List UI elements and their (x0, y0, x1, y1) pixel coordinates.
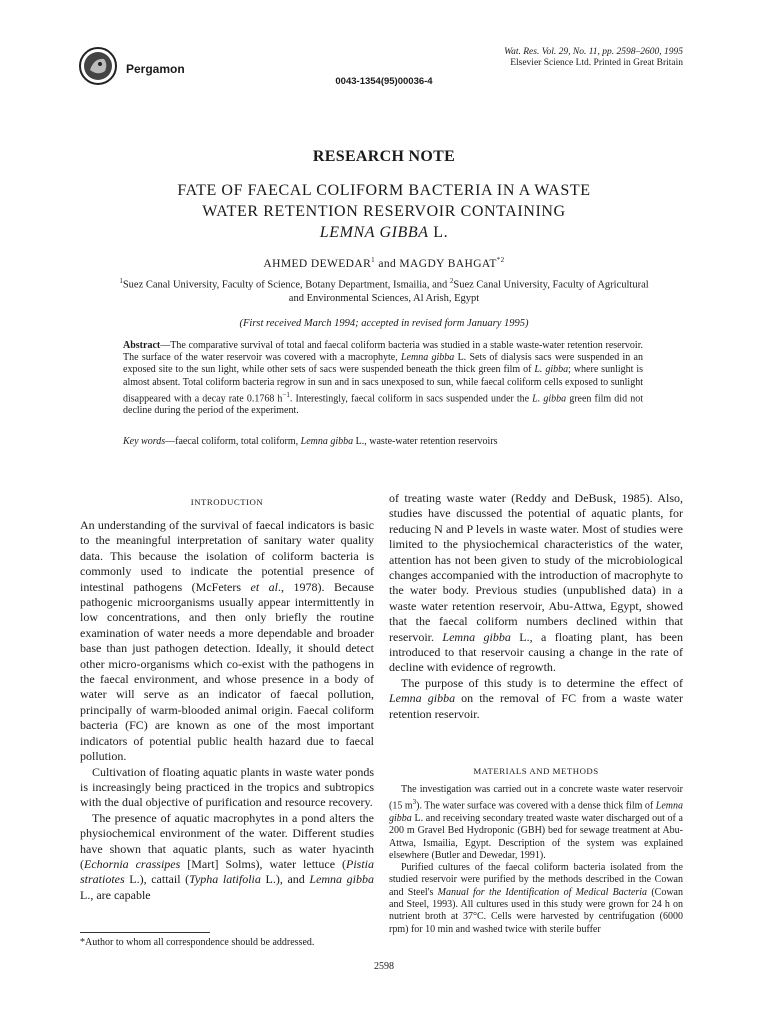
intro-paragraph-4 (389, 491, 683, 676)
methods-paragraph-2 (389, 862, 683, 936)
journal-line-1: Wat. Res. Vol. 29, No. 11, pp. 2598–2600, 1995 (504, 47, 683, 57)
paragraph-italic: Typha latifolia (189, 872, 261, 887)
title-species: LEMNA GIBBA (319, 224, 429, 241)
paragraph-text: ). The water surface was covered with a dense thick film of (416, 800, 656, 812)
title-tail: L. (428, 224, 449, 241)
footnote-rule (80, 932, 210, 933)
keywords-text: L., waste-water retention reservoirs (353, 436, 498, 447)
article-title (80, 180, 688, 243)
affiliation-2: Suez Canal University, Faculty of Agricultural and Environmental Sciences, Al Arish, Egypt (288, 279, 649, 304)
paragraph-italic: Lemna gibba (442, 629, 511, 644)
paragraph-italic: Manual for the Identification of Medical Bacteria (437, 886, 648, 898)
author-list: AHMED DEWEDAR$^1$ and MAGDY BAHGAT$^{*2}$ (263, 256, 505, 270)
paragraph-text: L.), and (260, 872, 310, 887)
paragraph-italic: Lemna gibba (309, 872, 375, 887)
abstract-text: . Interestingly, faecal coliform in sacs suspended under the (289, 393, 533, 405)
paragraph-text: An understanding of the survival of faecal indicators is basic to the meaningful interpretation of sanitary water quality data. This because the isolation of coliform bacteria is commonly used to indicate the potential presence of intestinal pathogens (McFeters (80, 518, 374, 594)
paragraph-text: on the removal of FC from a waste water retention reservoir. (389, 691, 683, 721)
intro-paragraph-2: Cultivation of floating aquatic plants in waste water ponds is increasingly being practiced in the tropics and subtropics with the dual objective of purification and resource recovery. (80, 764, 374, 810)
paragraph-text: L.), cattail ( (124, 872, 190, 887)
author-and: and (375, 257, 400, 270)
received-dates: (First received March 1994; accepted in revised form January 1995) (239, 318, 529, 329)
journal-citation (403, 47, 683, 69)
affiliations: $^1$Suez Canal University, Faculty of Science, Botany Department, Ismailia, and $^2$Suez Canal University, Faculty of Agricultural and Environmental Sciences, Al Arish, Egypt (119, 277, 649, 304)
abstract-species: L. gibba (532, 393, 567, 405)
methods-heading: MATERIALS AND METHODS (473, 766, 599, 776)
paragraph-italic: Echornia crassipes (84, 856, 181, 871)
publisher-name: Pergamon (126, 62, 185, 76)
article-issn: 0043-1354(95)00036-4 (335, 76, 433, 87)
abstract-text: green film did not decline during the period of the experiment. (123, 393, 643, 417)
paragraph-italic: Lemna gibba (389, 800, 683, 824)
intro-paragraph-3 (80, 811, 374, 903)
page-number: 2598 (374, 961, 394, 972)
keywords-species: Lemna gibba (300, 436, 354, 447)
footnote: *Author to whom all correspondence should be addressed. (80, 937, 315, 948)
abstract-text: L. Sets of dialysis sacs were suspended in an exposed site to the sun light, while other sets of sacs were suspended beneath the thick green film of (123, 352, 643, 376)
keywords-label: Key words (123, 436, 166, 447)
title-line-1: FATE OF FAECAL COLIFORM BACTERIA IN A WASTE (177, 182, 591, 199)
abstract (123, 340, 643, 418)
introduction-body (80, 518, 374, 903)
paragraph-text: L. and receiving secondary treated waste water discharged out of a 200 m Gravel Bed Hydroponic (GBH) bed for sewage treatment at Abu-Attwa, Ismailia, Egypt. Description of the system was explained elsewhere (Butler and Dewedar, 1991). (389, 812, 683, 861)
introduction-continued (389, 491, 683, 722)
methods-body (389, 784, 683, 936)
intro-paragraph-5 (389, 676, 683, 722)
paragraph-superscript: 3 (412, 798, 417, 807)
keywords (123, 436, 643, 447)
abstract-species: L. gibba (534, 364, 569, 376)
paragraph-text: [Mart] Solms), water lettuce ( (180, 856, 346, 871)
paragraph-text: of treating waste water (Reddy and DeBusk, 1985). Also, studies have discussed the potential of aquatic plants, for reducing N and P levels in waste water. Most of studies were limited to the physiochemical characteristics of the water, attention has not been given to study of the microbiological changes accompanied with the introduction of macrophyte to the water body. Previous studies (unpublished data) in a waste water retention reservoir, Abu-Attwa, Egypt, showed that the faecal coliform numbers declined within that reservoir. (389, 491, 683, 644)
paragraph-italic: Pistia stratiotes (80, 856, 375, 887)
abstract-label: Abstract (123, 340, 161, 351)
intro-paragraph-1 (80, 518, 374, 765)
paragraph-text: The purpose of this study is to determine the effect of (401, 675, 683, 690)
author-2: MAGDY BAHGAT (399, 257, 497, 270)
paragraph-text: L., a floating plant, has been introduced to that reservoir causing a change in the rate of decline with evidence of regrowth. (389, 629, 684, 675)
paragraph-text: (Cowan and Steel, 1993). All cultures used in this study were grown for 24 h on nutrient broth at 37°C. Cells were harvested by centrifugation (6000 rpm) for 10 min and washed twice with sterile buffer (389, 886, 683, 935)
paragraph-text: The investigation was carried out in a concrete waste water reservoir (15 m (389, 784, 683, 812)
abstract-species: Lemna gibba (400, 352, 455, 364)
paragraph-text: Purified cultures of the faecal coliform bacteria isolated from the studied reservoir were purified by the methods described in the Cowan and Steel's (389, 862, 683, 898)
paragraph-text: The presence of aquatic macrophytes in a pond alters the physiochemical environment of the water. Different studies have shown that aquatic plants, such as water hyacinth ( (80, 810, 374, 871)
title-line-2: WATER RETENTION RESERVOIR CONTAINING (202, 203, 566, 220)
abstract-superscript: −1 (282, 390, 290, 399)
methods-paragraph-1 (389, 784, 683, 862)
journal-line-2: Elsevier Science Ltd. Printed in Great Britain (510, 58, 683, 68)
keywords-text: —faecal coliform, total coliform, (165, 436, 301, 447)
author-1: AHMED DEWEDAR (263, 257, 372, 270)
paragraph-italic: et al (250, 579, 279, 594)
paragraph-text: L., are capable (80, 887, 151, 902)
affiliation-1: Suez Canal University, Faculty of Science, Botany Department, Ismailia, and (122, 279, 450, 291)
article-type: RESEARCH NOTE (312, 148, 456, 165)
introduction-heading: INTRODUCTION (190, 497, 264, 507)
abstract-text: —The comparative survival of total and faecal coliform bacteria was studied in a stable waste-water retention reservoir. The surface of the water reservoir was covered with a macrophyte, (123, 340, 643, 364)
paragraph-text: ., 1978). Because pathogenic microorganisms usually appear intermittently in low concentrations, and then only briefly the routine examination of water needs a more dependable and broader base than just pathogen detection. Ideally, it should detect other micro-organisms which co-exist with the pathogens in the faecal environment, and whose presence in a body of water will serve as an indicator of faecal pollution, principally of warm-blooded animal origin. Faecal coliform bacteria (FC) are known as one of the most important indicators of potential public health hazard due to faecal pollution. (80, 579, 375, 764)
paragraph-italic: Lemna gibba (389, 691, 456, 706)
abstract-text: ; where sunlight is almost absent. Total coliform bacteria regrow in sun and in sacs unexposed to sun, while faecal coliform cells exposed to sunlight disappeared with a decay rate 0.1768 h (123, 364, 644, 405)
title-line-3 (80, 222, 688, 243)
